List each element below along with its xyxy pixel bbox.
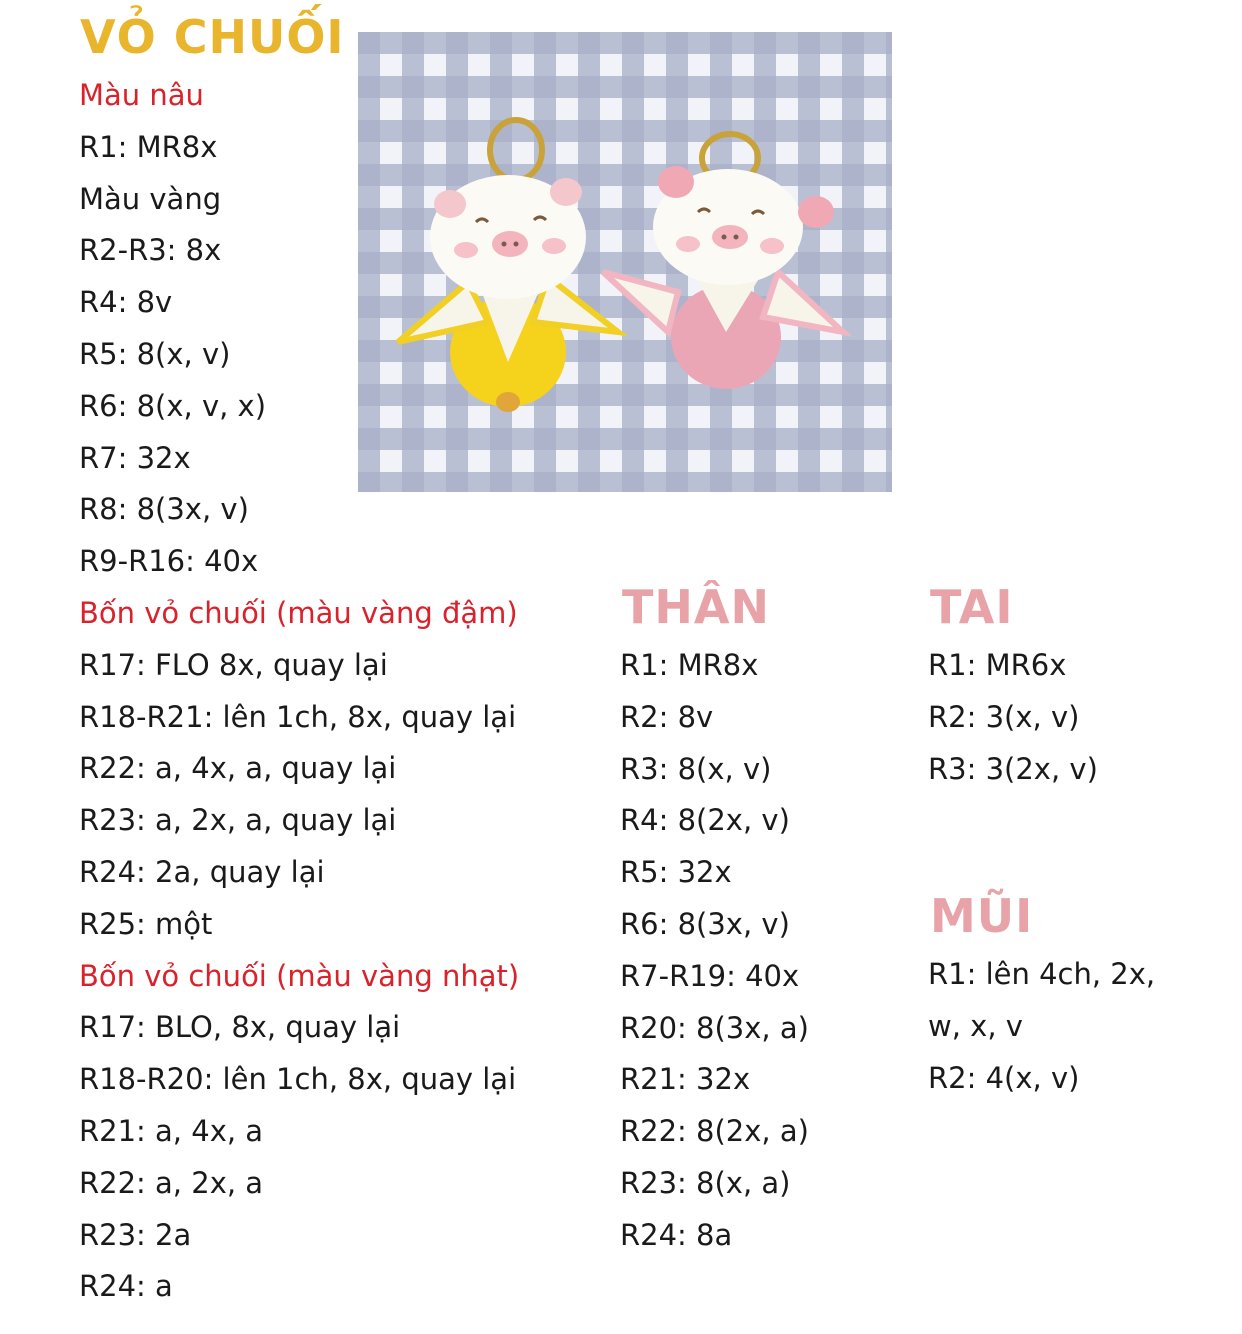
instruction-line: R24: 8a bbox=[620, 1217, 733, 1252]
instruction-line: R23: 2a bbox=[79, 1217, 192, 1252]
instruction-line: R18-R20: lên 1ch, 8x, quay lại bbox=[79, 1062, 517, 1097]
tai-instructions bbox=[928, 640, 1098, 795]
tai-section-title: TAI bbox=[930, 580, 1014, 634]
instruction-line: R7-R19: 40x bbox=[620, 958, 800, 993]
instruction-line: R24: a bbox=[79, 1269, 173, 1304]
instruction-line: Màu nâu bbox=[79, 78, 204, 112]
instruction-line: R6: 8(3x, v) bbox=[620, 906, 790, 941]
instruction-line: R1: lên 4ch, 2x, bbox=[928, 957, 1156, 991]
instruction-line: R7: 32x bbox=[79, 440, 191, 475]
instruction-line: R21: 32x bbox=[620, 1062, 751, 1097]
instruction-line: R1: MR8x bbox=[620, 648, 759, 682]
instruction-line: R5: 32x bbox=[620, 855, 732, 890]
instruction-line: R21: a, 4x, a bbox=[79, 1113, 264, 1148]
instruction-line: R20: 8(3x, a) bbox=[620, 1010, 809, 1045]
mui-section-title: MŨI bbox=[930, 889, 1034, 943]
instruction-line: R1: MR6x bbox=[928, 648, 1067, 682]
instruction-line: R3: 3(2x, v) bbox=[928, 751, 1098, 786]
instruction-line: Màu vàng bbox=[79, 181, 222, 216]
instruction-line: R25: một bbox=[79, 906, 213, 941]
instruction-line: R2: 4(x, v) bbox=[928, 1060, 1080, 1095]
instruction-line: R9-R16: 40x bbox=[79, 544, 259, 579]
instruction-line: R6: 8(x, v, x) bbox=[79, 388, 267, 423]
instruction-line: R8: 8(3x, v) bbox=[79, 492, 249, 527]
instruction-line: R3: 8(x, v) bbox=[620, 751, 772, 786]
instruction-line: R22: 8(2x, a) bbox=[620, 1114, 809, 1149]
amigurumi-pig-photo bbox=[358, 32, 892, 492]
instruction-line: R17: BLO, 8x, quay lại bbox=[79, 1010, 401, 1045]
than-section-title: THÂN bbox=[622, 580, 770, 634]
instruction-line: R17: FLO 8x, quay lại bbox=[79, 647, 388, 682]
instruction-line: R4: 8v bbox=[79, 285, 173, 320]
instruction-line: R18-R21: lên 1ch, 8x, quay lại bbox=[79, 699, 517, 734]
than-instructions bbox=[620, 640, 809, 1262]
instruction-line: R1: MR8x bbox=[79, 129, 218, 164]
instruction-line: w, x, v bbox=[928, 1008, 1023, 1043]
instruction-line: Bốn vỏ chuối (màu vàng đậm) bbox=[79, 595, 518, 630]
instruction-line: R24: 2a, quay lại bbox=[79, 854, 325, 889]
instruction-line: R22: a, 2x, a bbox=[79, 1165, 264, 1200]
instruction-line: R23: a, 2x, a, quay lại bbox=[79, 803, 397, 838]
instruction-line: Bốn vỏ chuối (màu vàng nhạt) bbox=[79, 958, 520, 993]
instruction-line: R2: 8v bbox=[620, 699, 714, 734]
instruction-line: R23: 8(x, a) bbox=[620, 1165, 791, 1200]
instruction-line: R2: 3(x, v) bbox=[928, 699, 1080, 734]
instruction-line: R22: a, 4x, a, quay lại bbox=[79, 751, 397, 786]
mui-instructions bbox=[928, 949, 1155, 1104]
instruction-line: R5: 8(x, v) bbox=[79, 336, 231, 371]
instruction-line: R4: 8(2x, v) bbox=[620, 803, 790, 838]
instruction-line: R2-R3: 8x bbox=[79, 233, 222, 268]
pattern-title: VỎ CHUỐI bbox=[80, 10, 345, 64]
